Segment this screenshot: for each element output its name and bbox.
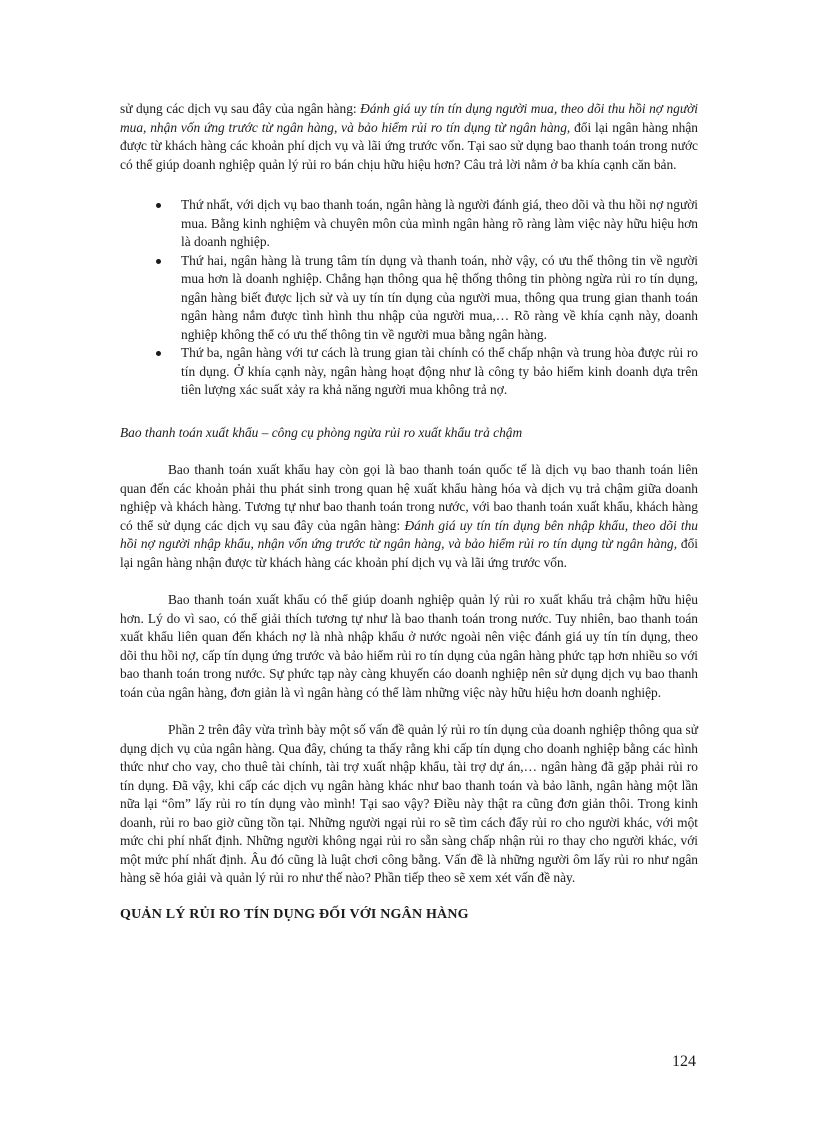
- bullet-icon: [156, 203, 161, 208]
- list-item: [181, 196, 698, 252]
- list-item-text: Thứ nhất, với dịch vụ bao thanh toán, ngân hàng là người đánh giá, theo dõi và thu hồi nợ người mua. Bằng kinh nghiệm và chuyên môn của mình ngân hàng rõ ràng làm việc này hữu hiệu hơn là doanh nghiệp.: [181, 197, 698, 249]
- intro-text-end: đổi lại ngân hàng nhận được từ khách hàng các khoản phí dịch vụ và lãi ứng trước vốn. Tại sao sử dụng bao thanh toán trong nước có thể giúp doanh nghiệp quản lý rủi ro bán chịu hữu hiệu hơn? Câu trả lời nằm ở ba khía cạnh căn bản.: [120, 119, 698, 172]
- intro-paragraph: [120, 100, 698, 174]
- export-services-italic: Đánh giá uy tín tín dụng bên nhập khẩu, theo dõi thu hồi nợ người nhập khẩu, nhận vốn ứng trước từ ngân hàng, và bảo hiểm rủi ro tín dụng từ ngân hàng,: [120, 517, 698, 551]
- list-item-text: Thứ ba, ngân hàng với tư cách là trung gian tài chính có thể chấp nhận và trung hòa được rủi ro tín dụng. Ở khía cạnh này, ngân hàng hoạt động như là công ty bảo hiểm kinh doanh dựa trên tiên lượng xác suất xảy ra khả năng người mua không trả nợ.: [181, 345, 698, 397]
- bullet-icon: [156, 259, 161, 264]
- intro-text-start: sử dụng các dịch vụ sau đây của ngân hàng:: [120, 101, 361, 116]
- page-number: 124: [672, 1053, 696, 1070]
- list-item-text: Thứ hai, ngân hàng là trung tâm tín dụng và thanh toán, nhờ vậy, có ưu thế thông tin về người mua hơn là doanh nghiệp. Chẳng hạn thông qua hệ thống thông tin phòng ngừa rủi ro tín dụng, ngân hàng biết được lịch sử và uy tín tín dụng của người mua, thông qua trung gian thanh toán ngân hàng nắm được tình hình thu nhập của người mua,… Rõ ràng về khía cạnh này, doanh nghiệp không thể có ưu thế thông tin về người mua bằng ngân hàng.: [181, 252, 698, 342]
- export-factoring-subheading: Bao thanh toán xuất khẩu – công cụ phòng ngừa rủi ro xuất khẩu trả chậm: [120, 424, 523, 440]
- advantages-list: [120, 196, 698, 400]
- document-body: [120, 100, 698, 924]
- bullet-icon: [156, 351, 161, 356]
- section-heading: QUẢN LÝ RỦI RO TÍN DỤNG ĐỐI VỚI NGÂN HÀNG: [120, 906, 469, 922]
- summary-paragraph: Phần 2 trên đây vừa trình bày một số vấn đề quản lý rủi ro tín dụng của doanh nghiệp thông qua sử dụng dịch vụ của ngân hàng. Qua đây, chúng ta thấy rằng khi cấp tín dụng cho doanh nghiệp bằng các hình thức như cho vay, cho thuê tài chính, tài trợ xuất nhập khẩu, tài trợ dự án,… ngân hàng đã gặp phải rủi ro tín dụng. Đã vậy, khi cấp các dịch vụ ngân hàng khác như bao thanh toán và bảo lãnh, ngân hàng một lần nữa lại “ôm” lấy rủi ro tín dụng vào mình! Tại sao vậy? Điều này thật ra cũng đơn giản thôi. Trong kinh doanh, rủi ro bao giờ cũng tồn tại. Những người ngại rủi ro sẽ tìm cách đẩy rủi ro cho người khác, với một mức chi phí nhất định. Những người không ngại rủi ro sẵn sàng chấp nhận rủi ro thay cho người khác, với một mức phí nhất định. Âu đó cũng là luật chơi công bằng. Vấn đề là những người ôm lấy rủi ro như ngân hàng sẽ hóa giải và quản lý rủi ro như thế nào? Phần tiếp theo sẽ xem xét vấn đề này.: [120, 722, 698, 885]
- export-text-end: đổi lại ngân hàng nhận được từ khách hàng các khoản phí dịch vụ và lãi ứng trước vốn.: [120, 536, 698, 570]
- export-reason-paragraph: Bao thanh toán xuất khẩu có thể giúp doanh nghiệp quản lý rủi ro xuất khẩu trả chậm hữu hiệu hơn. Lý do vì sao, có thể giải thích tương tự như là bao thanh toán trong nước. Tuy nhiên, bao thanh toán xuất khẩu liên quan đến khách nợ là nhà nhập khẩu ở nước ngoài nên việc đánh giá uy tín tín dụng, theo dõi thu hồi nợ, cấp tín dụng ứng trước và bảo hiểm rủi ro tín dụng của ngân hàng phức tạp hơn nhiều so với bao thanh toán trong nước. Sự phức tạp này càng khuyến cáo doanh nghiệp nên sử dụng dịch vụ bao thanh toán của ngân hàng, đơn giản là vì ngân hàng có thể làm những việc này hữu hiệu hơn doanh nghiệp.: [120, 592, 698, 700]
- export-factoring-paragraph: [120, 461, 698, 572]
- export-text-start: Bao thanh toán xuất khẩu hay còn gọi là bao thanh toán quốc tế là dịch vụ bao thanh toán liên quan đến các khoản phải thu phát sinh trong quan hệ xuất khẩu hàng hóa và dịch vụ trả chậm giữa doanh nghiệp và khách hàng. Tương tự như bao thanh toán trong nước, với bao thanh toán xuất khẩu, khách hàng có thể sử dụng các dịch vụ sau đây của ngân hàng:: [120, 462, 698, 533]
- list-item: [181, 252, 698, 345]
- list-item: [181, 344, 698, 400]
- intro-services-italic: Đánh giá uy tín tín dụng người mua, theo dõi thu hồi nợ người mua, nhận vốn ứng trước từ ngân hàng, và bảo hiểm rủi ro tín dụng từ ngân hàng,: [120, 101, 699, 135]
